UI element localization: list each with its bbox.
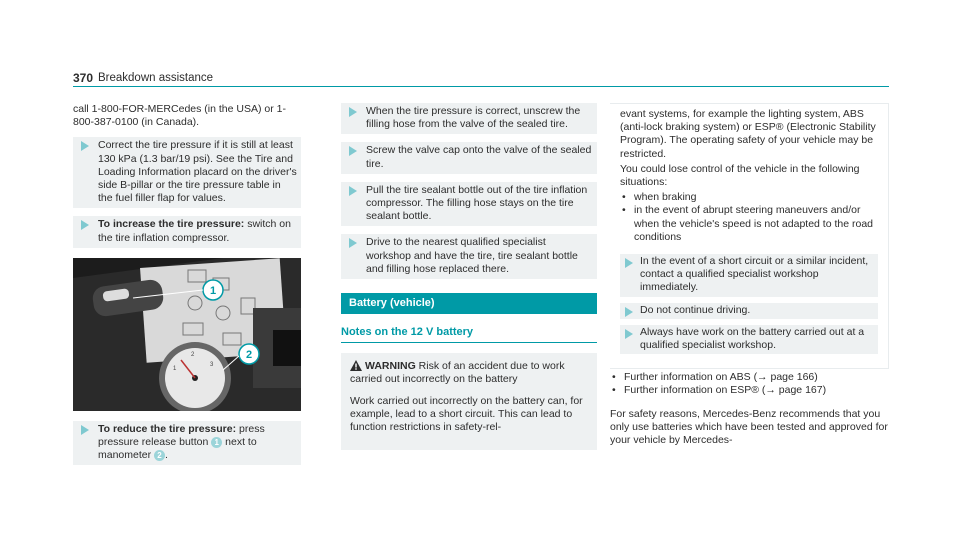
warning-title: WARNING bbox=[365, 360, 416, 373]
step-arrow-icon bbox=[625, 258, 633, 268]
step-arrow-icon bbox=[81, 141, 89, 151]
step-arrow-icon bbox=[349, 107, 357, 117]
callout-1: 1 bbox=[209, 284, 217, 297]
step-text: Correct the tire pressure if it is still at least 130 kPa (1.3 bar/19 psi). See the Tire and Loading Information placard on the driver's side B-pillar or the tire pressure table in the fuel filler flap for values. bbox=[98, 139, 297, 205]
step-stop-driving bbox=[620, 303, 878, 319]
step-text: switch on the tire inflation compressor. bbox=[98, 218, 291, 244]
step-text: Drive to the nearest qualified specialist workshop and have the tire, tire sealant bottle and filling hose replaced there. bbox=[366, 236, 578, 275]
step-text: Always have work on the battery carried out at a qualified specialist workshop. bbox=[640, 325, 865, 352]
step-arrow-icon bbox=[349, 186, 357, 196]
step-arrow-icon bbox=[81, 220, 89, 230]
intro-text: call 1-800-FOR-MERCedes (in the USA) or 1-800-387-0100 (in Canada). bbox=[73, 103, 286, 129]
step-unscrew-hose bbox=[341, 103, 597, 134]
warning-triangle-icon bbox=[350, 360, 362, 371]
reference-abs[interactable]: • Further information on ABS (→ page 166) bbox=[610, 371, 889, 384]
step-text: . bbox=[165, 449, 168, 462]
subsection-title: Notes on the 12 V battery bbox=[341, 326, 597, 343]
reference-esp[interactable]: • Further information on ESP® (→ page 167) bbox=[610, 384, 889, 397]
callout-2: 2 bbox=[245, 348, 253, 361]
step-workshop bbox=[620, 325, 878, 354]
step-increase-pressure bbox=[73, 216, 301, 247]
step-drive-workshop bbox=[341, 234, 597, 279]
column-3 bbox=[610, 103, 889, 447]
badge-2: 2 bbox=[154, 450, 165, 461]
step-text: Screw the valve cap onto the valve of the sealed tire. bbox=[366, 144, 592, 170]
step-label: To reduce the tire pressure: bbox=[98, 422, 237, 435]
step-text: When the tire pressure is correct, unscrew the filling hose from the valve of the sealed tire. bbox=[366, 105, 581, 131]
page-number: 370 bbox=[73, 71, 94, 85]
svg-text:1: 1 bbox=[173, 365, 177, 372]
page-header-title: Breakdown assistance bbox=[98, 72, 214, 84]
step-correct-pressure bbox=[73, 137, 301, 208]
step-reduce-pressure bbox=[73, 421, 301, 466]
step-short-circuit bbox=[620, 254, 878, 297]
reference-list bbox=[610, 371, 889, 397]
warning-intro: Risk of an accident due to work carried out incorrectly on the battery bbox=[350, 360, 565, 386]
warning-body: Work carried out incorrectly on the battery can, for example, lead to a short circuit. This can lead to function restrictions in safety-rel- bbox=[350, 394, 583, 434]
compressor-photo bbox=[73, 258, 301, 411]
header-divider bbox=[73, 86, 889, 87]
column-2 bbox=[341, 103, 597, 450]
warning-box bbox=[341, 353, 597, 450]
step-arrow-icon bbox=[349, 238, 357, 248]
step-valve-cap bbox=[341, 142, 597, 173]
closing-text: For safety reasons, Mercedes-Benz recommends that you only use batteries which have been tested and approved for your vehicle by Mercedes- bbox=[610, 407, 888, 447]
situation-list bbox=[620, 191, 878, 244]
step-text: next to manometer bbox=[98, 436, 257, 462]
badge-1: 1 bbox=[211, 437, 222, 448]
list-item: • in the event of abrupt steering maneuvers and/or when the vehicle's speed is not adapted to the road conditions bbox=[620, 204, 878, 244]
section-title: Battery (vehicle) bbox=[341, 293, 597, 314]
warning-continuation bbox=[610, 103, 889, 369]
warning-cont-text: evant systems, for example the lighting system, ABS (anti-lock braking system) or ESP® (Electronic Stability Program). The operating safety of your vehicle may be restricted. bbox=[620, 108, 876, 160]
step-arrow-icon bbox=[625, 307, 633, 317]
step-arrow-icon bbox=[81, 425, 89, 435]
step-text: Pull the tire sealant bottle out of the tire inflation compressor. The filling hose stays on the tire sealant bottle. bbox=[366, 183, 588, 223]
step-label: To increase the tire pressure: bbox=[98, 218, 245, 231]
compressor-illustration bbox=[73, 258, 301, 411]
step-text: Do not continue driving. bbox=[640, 303, 751, 316]
svg-text:3: 3 bbox=[210, 361, 214, 368]
svg-text:2: 2 bbox=[191, 351, 195, 358]
step-arrow-icon bbox=[349, 146, 357, 156]
lose-control-text: You could lose control of the vehicle in the following situations: bbox=[620, 162, 860, 189]
step-arrow-icon bbox=[625, 329, 633, 339]
list-item: • when braking bbox=[620, 191, 878, 204]
step-text: In the event of a short circuit or a similar incident, contact a qualified specialist workshop immediately. bbox=[640, 255, 869, 294]
step-text: press pressure release button bbox=[98, 422, 265, 449]
column-1 bbox=[73, 103, 301, 473]
step-pull-bottle bbox=[341, 182, 597, 227]
